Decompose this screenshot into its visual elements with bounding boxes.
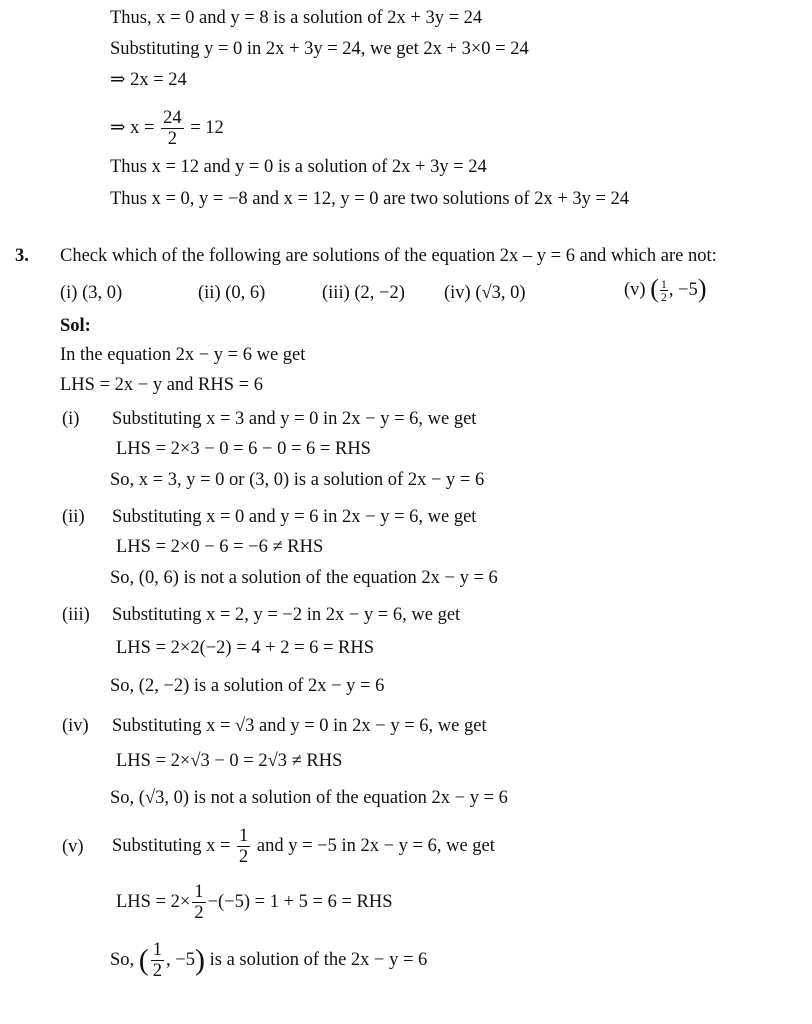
part-iv-label: (iv) [62, 716, 89, 736]
part-iii-line-1: Substituting x = 2, y = −2 in 2x − y = 6, we get [112, 605, 461, 625]
fraction [151, 940, 164, 981]
denominator: 2 [194, 903, 204, 923]
question-text: Check which of the following are solutions of the equation 2x – y = 6 and which are not: [60, 246, 717, 266]
solution-lhs-rhs: LHS = 2x − y and RHS = 6 [60, 375, 263, 395]
fraction [660, 278, 668, 303]
option-v [624, 274, 707, 305]
close-paren: ) [697, 274, 707, 303]
part-i-label: (i) [62, 409, 80, 429]
open-paren: ( [650, 274, 659, 303]
part-iii-line-2: LHS = 2×2(−2) = 4 + 2 = 6 = RHS [116, 638, 375, 658]
part-v-line-1-pre: Substituting x = [112, 835, 231, 856]
numerator: 1 [152, 940, 163, 960]
prev-line-1: Thus, x = 0 and y = 8 is a solution of 2x + 3y = 24 [110, 8, 483, 28]
option-i: (i) (3, 0) [60, 283, 123, 303]
part-iii-line-3: So, (2, −2) is a solution of 2x − y = 6 [110, 676, 385, 696]
prev-line-4-post: = 12 [190, 117, 224, 138]
prev-line-4-pre: ⇒ x = [110, 117, 155, 138]
part-v-line-2-post: −(−5) = 1 + 5 = 6 = RHS [207, 891, 393, 912]
solution-label: Sol: [60, 316, 91, 336]
solution-intro: In the equation 2x − y = 6 we get [60, 345, 306, 365]
option-v-label: (v) [624, 280, 646, 300]
fraction [237, 826, 250, 867]
numerator: 1 [239, 826, 249, 846]
denominator: 2 [660, 290, 667, 305]
option-iv: (iv) (√3, 0) [444, 283, 526, 303]
part-v-line-1-post: and y = −5 in 2x − y = 6, we get [256, 835, 495, 856]
part-ii-label: (ii) [62, 507, 85, 527]
part-v-line-2-pre: LHS = 2× [116, 891, 191, 912]
part-ii-line-1: Substituting x = 0 and y = 6 in 2x − y = 6, we get [112, 507, 477, 527]
option-ii: (ii) (0, 6) [198, 283, 266, 303]
fraction [192, 882, 205, 923]
part-v-line-3 [110, 940, 427, 981]
prev-line-2: Substituting y = 0 in 2x + 3y = 24, we get 2x + 3×0 = 24 [110, 39, 529, 59]
denominator: 2 [239, 847, 249, 867]
part-v-line-3-post: is a solution of the 2x − y = 6 [209, 949, 428, 970]
part-i-line-1: Substituting x = 3 and y = 0 in 2x − y = 6, we get [112, 409, 477, 429]
part-v-line-3-pre: So, [110, 949, 135, 970]
denominator: 2 [167, 129, 177, 149]
open-paren: ( [138, 943, 149, 977]
part-ii-line-3: So, (0, 6) is not a solution of the equation 2x − y = 6 [110, 568, 498, 588]
question-number: 3. [15, 246, 29, 266]
option-v-rest: , −5 [668, 280, 698, 300]
prev-line-3: ⇒ 2x = 24 [110, 70, 187, 90]
part-v-line-3-mid: , −5 [166, 949, 195, 970]
part-iv-line-1: Substituting x = √3 and y = 0 in 2x − y = 6, we get [112, 716, 487, 736]
part-i-line-3: So, x = 3, y = 0 or (3, 0) is a solution of 2x − y = 6 [110, 470, 485, 490]
part-v-line-1 [112, 826, 495, 867]
part-i-line-2: LHS = 2×3 − 0 = 6 − 0 = 6 = RHS [116, 439, 371, 459]
close-paren: ) [194, 943, 205, 977]
fraction [161, 108, 184, 149]
numerator: 1 [194, 882, 204, 902]
numerator: 24 [163, 108, 182, 128]
part-iv-line-2: LHS = 2×√3 − 0 = 2√3 ≠ RHS [116, 751, 343, 771]
numerator: 1 [660, 277, 667, 292]
part-v-line-2 [116, 882, 393, 923]
option-iii: (iii) (2, −2) [322, 283, 405, 303]
part-v-label: (v) [62, 837, 84, 857]
prev-line-6: Thus x = 0, y = −8 and x = 12, y = 0 are two solutions of 2x + 3y = 24 [110, 189, 630, 209]
part-iv-line-3: So, (√3, 0) is not a solution of the equation 2x − y = 6 [110, 788, 508, 808]
prev-line-4 [110, 108, 224, 149]
part-iii-label: (iii) [62, 605, 90, 625]
denominator: 2 [152, 961, 163, 981]
prev-line-5: Thus x = 12 and y = 0 is a solution of 2x + 3y = 24 [110, 157, 487, 177]
part-ii-line-2: LHS = 2×0 − 6 = −6 ≠ RHS [116, 537, 324, 557]
